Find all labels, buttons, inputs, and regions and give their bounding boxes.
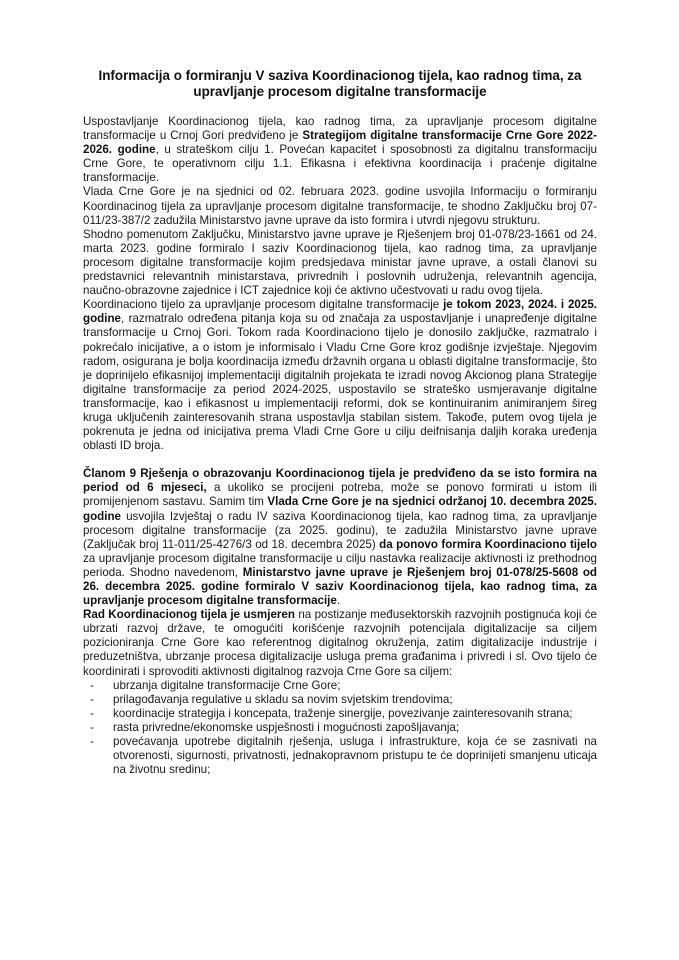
text-segment: , razmatralo određena pitanja koja su od značaja za uspostavljanje i unapređenje digitalne transformacije u Crnoj Gori. Tokom rada Koordinaciono tijelo je donosilo zaključke, razmatralo i pokrećalo inicijative, a o istom je informisalo i Vladu Crne Gore kroz godišnje izvještaje. Njegovim radom, osigurana je bolja koordinacija između državnih organa u oblasti digitalne transformacije, što je doprinijelo efikasnijoj implementaciji digitalnih projekata te izradi novog Akcionog plana Strategije digitalne transformacije za period 2024-2025, uspostavilo se strateško usmjeravanje digitalne transformacije, kao i efikasnost u implementaciji reformi, dok se kontinuiranim animiranjem šireg kruga uključenih zainteresovanih strana uspostavlja stabilan sistem. Takođe, putem ovog tijela je pokrenuta je jedna od inicijativa prema Vladi Crne Gore u cilju deifnisanja daljih koraka uređenja oblasti ID broja. [83, 312, 597, 453]
text-segment: Uspostavljanje Koordinacionog tijela, kao radnog tima, za upravljanje procesom digitalne transformacije u Crnoj Gori predviđeno je [83, 115, 597, 143]
list-item [83, 735, 597, 777]
paragraph-fifth-convocation [83, 467, 597, 608]
text-segment: na postizanje međusektorskih razvojnih postignuća koji će ubrzati razvoj države, te omogućiti korišćenje razvojnih potencijala digitalizacije sa ciljem pozicioniranja Crne Gore kao referentnog digitalnog okruženja, zatim digitalizacije industrije i preduzetništva, ubrzanje procesa digitalizacije usluga prema građanima i privredi i sl. Ovo tijelo će koordinirati i sprovoditi aktivnosti digitalnog razvoja Crne Gore sa ciljem: [83, 608, 597, 678]
list-item [83, 721, 597, 735]
bold-segment: Članom 9 Rješenja o obrazovanju Koordinacionog tijela je predviđeno da se isto formira na period od 6 mjeseci, [83, 467, 597, 495]
text-segment: Shodno pomenutom Zaključku, Ministarstvo javne uprave je Rješenjem broj 01-078/23-1661 od 24. marta 2023. godine formiralo I saziv Koordinacionog tijela, kao radnog tima, za upravljanje procesom digitalne transformacije kojim predsjedava ministar javne uprave, a ostali članovi su predstavnici relevantnih ministarstava, privrednih i poslovnih udruženja, relevantnih agencija, naučno-obrazovne zajednice i ICT zajednice koji će aktivno učestvovati u radu ovog tijela. [83, 227, 597, 298]
dash-bullet-icon: - [90, 692, 94, 706]
bold-segment: Ministarstvo javne uprave je Rješenjem broj 01-078/25-5608 od 26. decembra 2025. godine formiralo V saziv Koordinacionog tijela, kao radnog tima, za upravljanje procesom digitalne transformacije [83, 565, 597, 608]
paragraph-strategy [83, 115, 597, 185]
paragraph-activities [83, 298, 597, 453]
dash-bullet-icon: - [90, 678, 94, 692]
list-item-text: koordinacije strategija i koncepata, traženje sinergije, povezivanje zainteresovanih strana; [113, 706, 573, 720]
text-segment: Koordinaciono tijelo za upravljanje procesom digitalne transformacije [83, 298, 444, 312]
paragraph-government-session [83, 185, 597, 227]
list-item-text: rasta privredne/ekonomske uspješnosti i mogućnosti zapošljavanja; [113, 720, 460, 734]
paragraph-first-convocation [83, 228, 597, 298]
dash-bullet-icon: - [90, 735, 94, 749]
list-item-text: povećavanja upotrebe digitalnih rješenja, usluga i infrastrukture, koja će se zasnivati na otvorenosti, sigurnosti, privatnosti, jednakopravnom pristupu te će doprinijeti smanjenu uticaja na životnu sredinu; [113, 735, 597, 777]
text-segment: za upravljanje procesom digitalne transformacije u cilju nastavka realizacije aktivnosti iz prethodnog perioda. Shodno navedenom, [83, 551, 597, 579]
text-segment: a ukoliko se procijeni potreba, može se ponovo formirati u istom ili promijenjenom sastavu. Samim tim [83, 481, 598, 509]
bold-segment: Rad Koordinacionog tijela je usmjeren [83, 608, 295, 622]
bold-segment: da ponovo formira Koordinaciono tijelo [379, 537, 597, 551]
goals-list [83, 679, 597, 778]
dash-bullet-icon: - [90, 706, 94, 720]
document-page [83, 68, 597, 777]
text-segment: Vlada Crne Gore je na sjednici od 02. februara 2023. godine usvojila Informaciju o formiranju Koordinacinog tijela za upravljanje procesom digitalne transformacije, te shodno Zaključku broj 07-011/23-387/2 zadužila Ministarstvo javne uprave da isto formira i utvrdi njegovu strukturu. [83, 185, 597, 227]
text-segment: . [336, 594, 341, 608]
list-item [83, 679, 597, 693]
bold-segment: Strategijom digitalne transformacije Crne Gore 2022-2026. godine [83, 129, 597, 157]
document-title: Informacija o formiranju V saziva Koordinacionog tijela, kao radnog tima, za upravljanje procesom digitalne transformacije [98, 68, 582, 99]
list-item-text: prilagođavanja regulative u skladu sa novim svjetskim trendovima; [113, 692, 453, 706]
paragraph-spacer [83, 453, 597, 467]
text-segment: usvojila Izvještaj o radu IV saziva Koordinacionog tijela, kao radnog tima, za upravljanje procesom digitalne transformacije (za 2025. godinu), te zadužila Ministarstvo javne uprave (Zaključak broj 11-011/25-4276/3 od 18. decembra 2025) [83, 509, 597, 551]
bold-segment: Vlada Crne Gore je na sjednici održanoj 10. decembra 2025. godine [83, 495, 597, 523]
dash-bullet-icon: - [90, 720, 94, 734]
bold-segment: je tokom 2023, 2024. i 2025. godine [83, 298, 597, 326]
list-item [83, 693, 597, 707]
paragraph-work-focus [83, 608, 597, 678]
list-item-text: ubrzanja digitalne transformacije Crne Gore; [113, 678, 341, 692]
text-segment: , u strateškom cilju 1. Povećan kapacitet i sposobnosti za digitalnu transformaciju Crne Gore, te operativnom cilju 1.1. Efikasna i efektivna koordinacija i praćenje digitalne transformacije. [83, 143, 597, 185]
list-item [83, 707, 597, 721]
